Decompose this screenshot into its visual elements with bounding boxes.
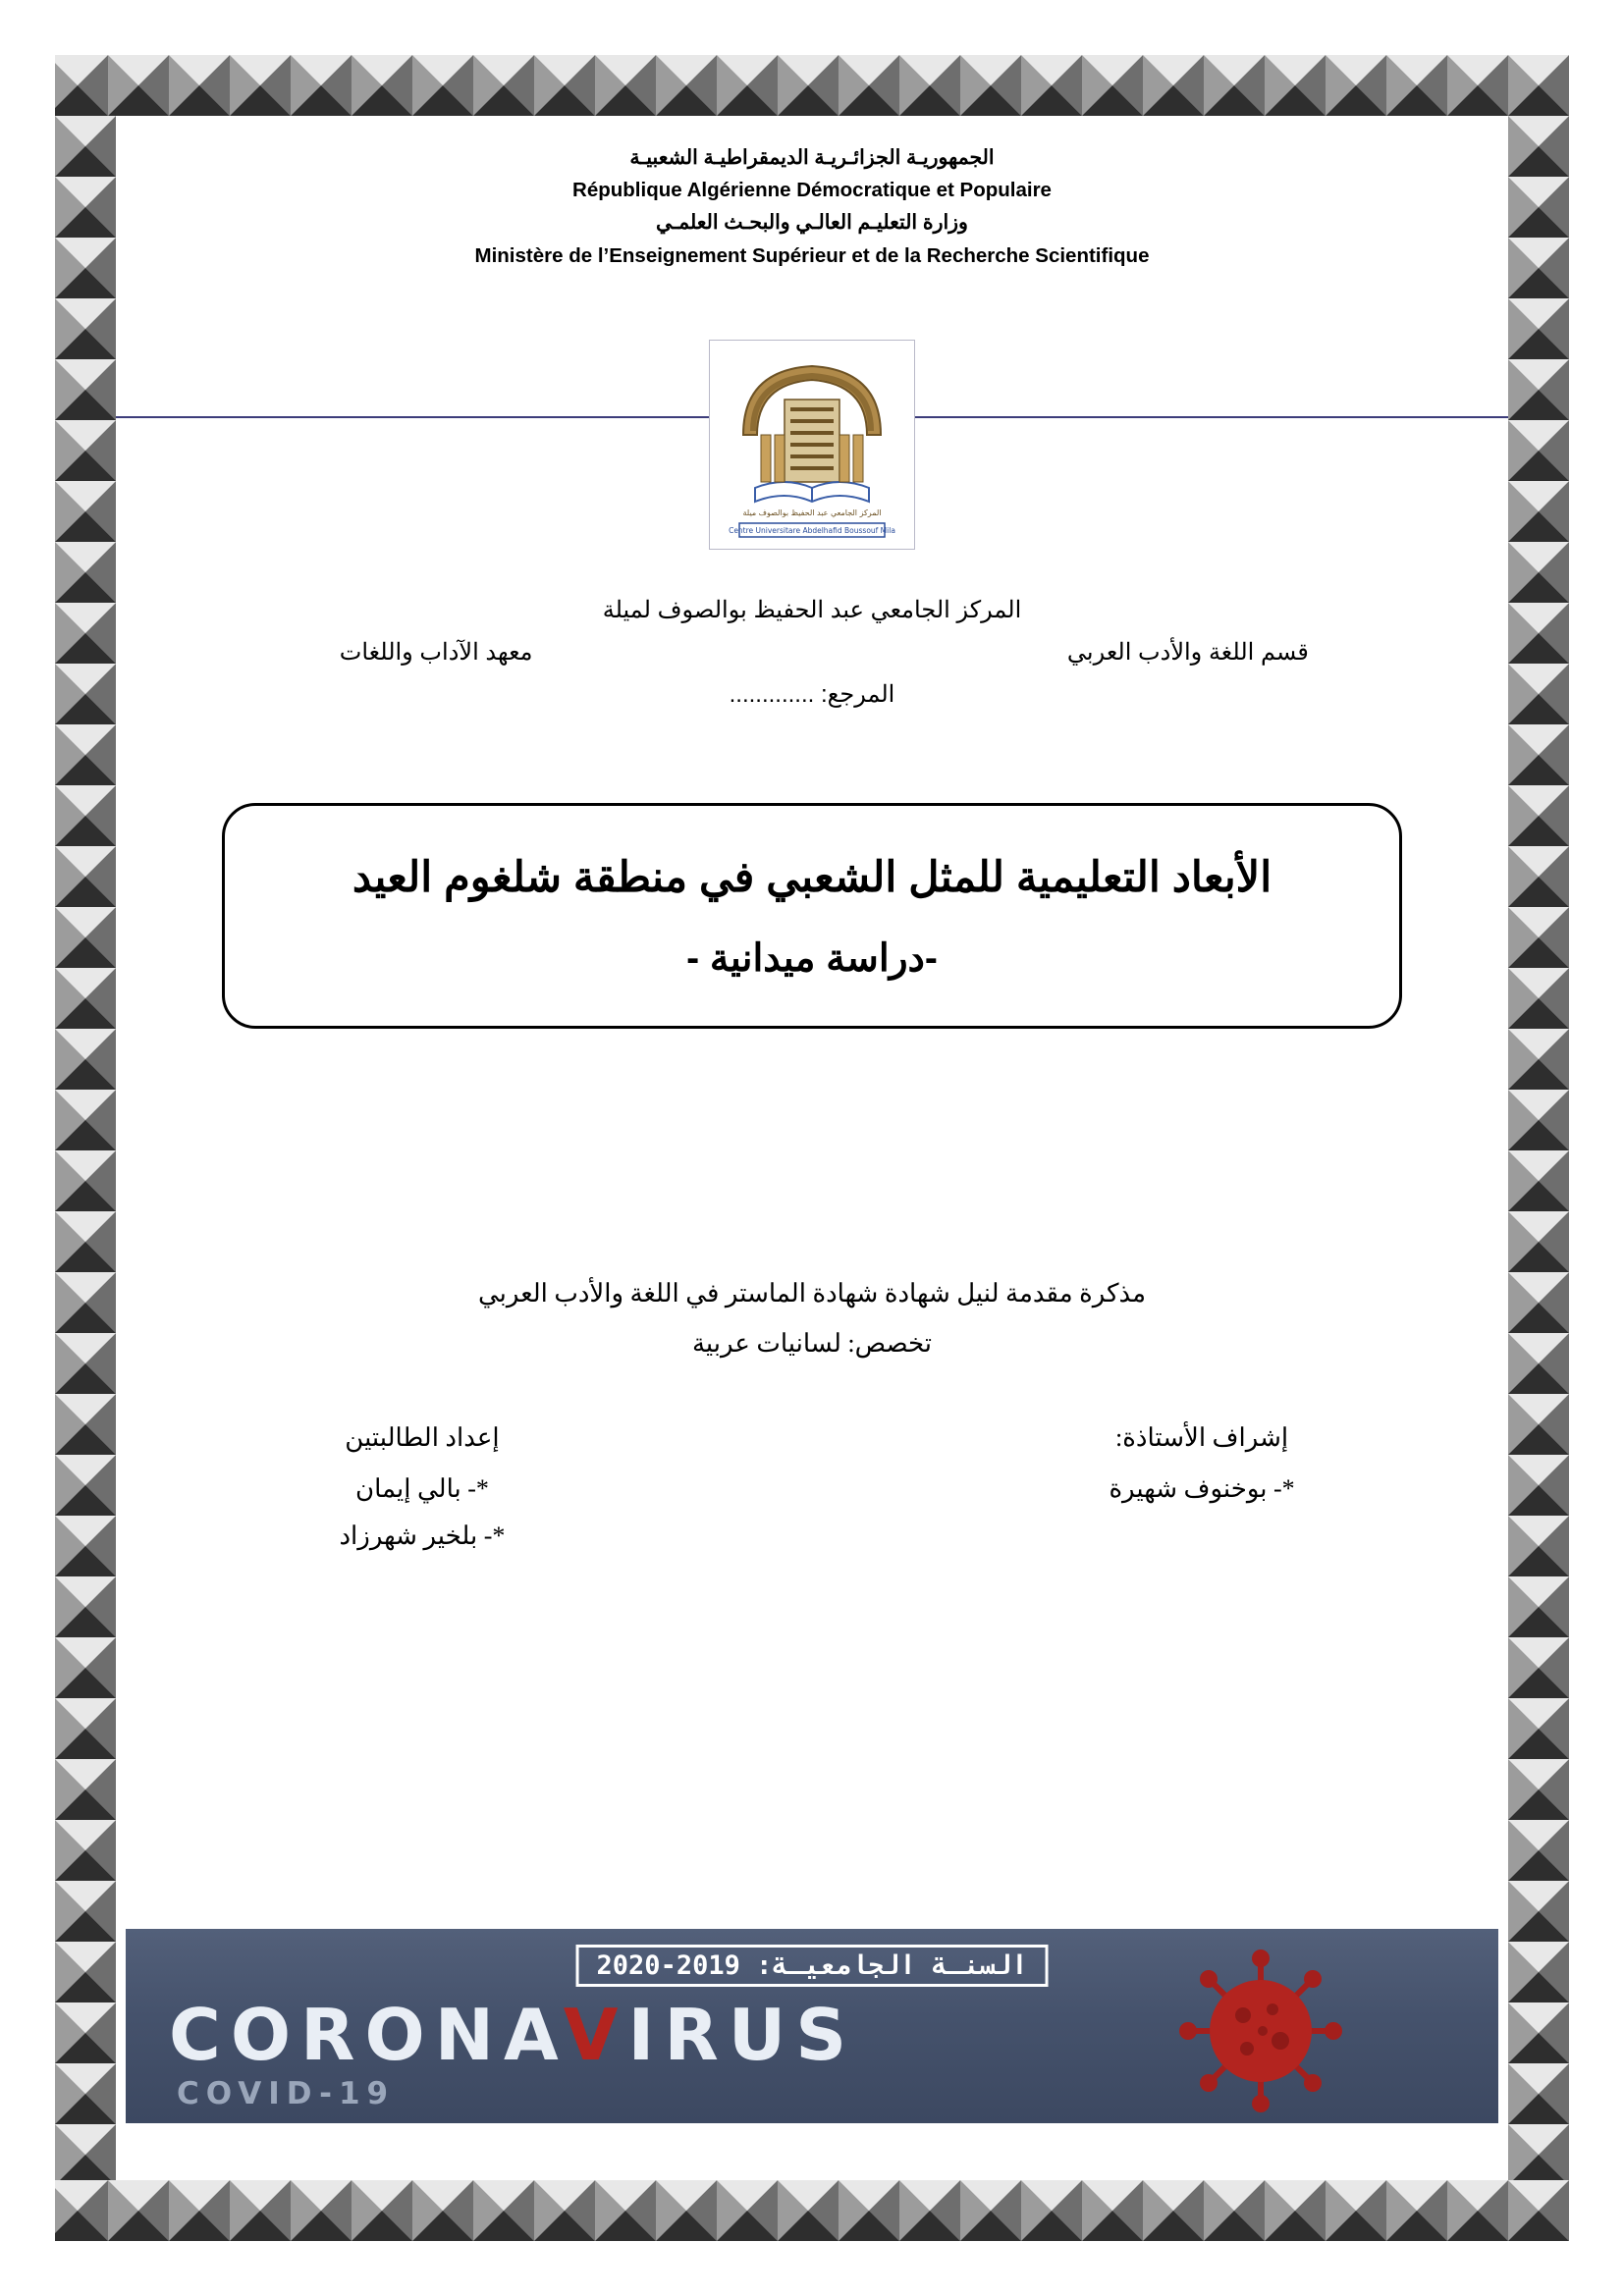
border-tile bbox=[1508, 724, 1569, 785]
border-tile bbox=[1508, 1150, 1569, 1211]
border-tile bbox=[55, 2180, 108, 2241]
svg-text:Centre Universitare Abdelhafid: Centre Universitare Abdelhafid Boussouf Mila bbox=[729, 526, 895, 535]
coronavirus-banner bbox=[126, 1929, 1498, 2123]
border-tile bbox=[1508, 1029, 1569, 1090]
border-tile bbox=[1386, 2180, 1447, 2241]
purpose-line-2: تخصص: لسانيات عربية bbox=[691, 1328, 933, 1358]
people-block bbox=[116, 1423, 1508, 1569]
header-line-republic-ar: الجمهوريـة الجزائـريـة الديمقراطيـة الشعبيـة bbox=[629, 146, 995, 169]
border-tile bbox=[55, 1394, 116, 1455]
border-tile bbox=[108, 55, 169, 116]
supervisor-heading: إشراف الأستاذة: bbox=[1115, 1423, 1289, 1452]
border-right bbox=[1508, 116, 1569, 2180]
border-tile bbox=[1021, 2180, 1082, 2241]
border-tile bbox=[1447, 55, 1508, 116]
border-tile bbox=[778, 2180, 839, 2241]
border-tile bbox=[55, 1150, 116, 1211]
student-name-1: *- بالي إيمان bbox=[354, 1474, 489, 1503]
thesis-title-box bbox=[222, 803, 1402, 1029]
border-tile bbox=[778, 55, 839, 116]
university-logo bbox=[709, 340, 915, 550]
border-tile bbox=[1508, 1881, 1569, 1942]
border-tile bbox=[1508, 603, 1569, 664]
institution-department: قسم اللغة والأدب العربي bbox=[1066, 639, 1309, 667]
border-tile bbox=[1508, 968, 1569, 1029]
border-tile bbox=[1447, 2180, 1508, 2241]
border-tile bbox=[839, 2180, 899, 2241]
border-tile bbox=[1143, 55, 1204, 116]
coronavirus-word-part2: IRUS bbox=[627, 1994, 857, 2076]
border-tile bbox=[534, 2180, 595, 2241]
border-tile bbox=[1508, 359, 1569, 420]
border-tile bbox=[595, 55, 656, 116]
page-content bbox=[116, 116, 1508, 2180]
border-tile bbox=[55, 1029, 116, 1090]
border-tile bbox=[55, 238, 116, 298]
purpose-line-1: مذكرة مقدمة لنيل شهادة شهادة الماستر في اللغة والأدب العربي bbox=[477, 1279, 1147, 1308]
border-tile bbox=[1508, 1516, 1569, 1576]
border-tile bbox=[960, 2180, 1021, 2241]
border-tile bbox=[1326, 55, 1386, 116]
border-tile bbox=[1265, 2180, 1326, 2241]
border-tile bbox=[55, 664, 116, 724]
border-tile bbox=[1508, 2180, 1569, 2241]
border-tile bbox=[55, 1942, 116, 2002]
border-tile bbox=[473, 2180, 534, 2241]
border-tile bbox=[55, 724, 116, 785]
border-tile bbox=[717, 2180, 778, 2241]
border-tile bbox=[473, 55, 534, 116]
border-left bbox=[55, 116, 116, 2180]
ministry-header bbox=[116, 116, 1508, 272]
border-tile bbox=[1508, 1576, 1569, 1637]
institution-row bbox=[116, 631, 1508, 673]
border-tile bbox=[291, 55, 352, 116]
border-tile bbox=[960, 55, 1021, 116]
border-tile bbox=[1508, 1759, 1569, 1820]
border-tile bbox=[1508, 238, 1569, 298]
border-tile bbox=[169, 55, 230, 116]
border-tile bbox=[230, 2180, 291, 2241]
border-tile bbox=[1508, 1333, 1569, 1394]
border-tile bbox=[1265, 55, 1326, 116]
border-tile bbox=[1204, 55, 1265, 116]
border-tile bbox=[55, 359, 116, 420]
border-tile bbox=[55, 1272, 116, 1333]
border-tile bbox=[55, 2063, 116, 2124]
border-tile bbox=[55, 907, 116, 968]
border-tile bbox=[1508, 55, 1569, 116]
border-tile bbox=[55, 1820, 116, 1881]
institution-center: المركز الجامعي عبد الحفيظ بوالصوف لميلة bbox=[602, 597, 1022, 623]
border-tile bbox=[55, 1698, 116, 1759]
thesis-title: الأبعاد التعليمية للمثل الشعبي في منطقة شلغوم العيد bbox=[352, 854, 1272, 901]
border-tile bbox=[1508, 1272, 1569, 1333]
border-tile bbox=[55, 1211, 116, 1272]
border-tile bbox=[1508, 420, 1569, 481]
border-tile bbox=[1508, 846, 1569, 907]
institution-institute: معهد الآداب واللغات bbox=[339, 639, 533, 667]
border-tile bbox=[1021, 55, 1082, 116]
border-tile bbox=[717, 55, 778, 116]
border-tile bbox=[412, 55, 473, 116]
thesis-subtitle: -دراسة ميدانية - bbox=[686, 936, 938, 980]
border-tile bbox=[169, 2180, 230, 2241]
students-column bbox=[116, 1423, 729, 1569]
border-tile bbox=[55, 2124, 116, 2180]
border-tile bbox=[656, 55, 717, 116]
border-tile bbox=[291, 2180, 352, 2241]
border-tile bbox=[55, 481, 116, 542]
border-tile bbox=[352, 2180, 412, 2241]
covid-label: COVID-19 bbox=[177, 2076, 396, 2111]
border-tile bbox=[1508, 1211, 1569, 1272]
border-tile bbox=[1508, 177, 1569, 238]
border-tile bbox=[108, 2180, 169, 2241]
thesis-purpose bbox=[116, 1269, 1508, 1368]
border-tile bbox=[55, 2002, 116, 2063]
border-tile bbox=[899, 2180, 960, 2241]
supervisor-column bbox=[895, 1423, 1508, 1569]
border-tile bbox=[55, 55, 108, 116]
border-tile bbox=[412, 2180, 473, 2241]
students-heading: إعداد الطالبتين bbox=[345, 1423, 500, 1452]
border-tile bbox=[1386, 55, 1447, 116]
border-tile bbox=[55, 1516, 116, 1576]
border-tile bbox=[55, 1576, 116, 1637]
border-tile bbox=[1508, 481, 1569, 542]
border-tile bbox=[230, 55, 291, 116]
border-bottom bbox=[55, 2180, 1569, 2241]
border-tile bbox=[1508, 2124, 1569, 2180]
border-tile bbox=[55, 298, 116, 359]
institution-info bbox=[116, 589, 1508, 717]
border-tile bbox=[55, 785, 116, 846]
svg-text:المركز الجامعي عبد الحفيظ بوال: المركز الجامعي عبد الحفيظ بوالصوف ميلة bbox=[742, 508, 882, 517]
border-top bbox=[55, 55, 1569, 116]
border-tile bbox=[1508, 664, 1569, 724]
border-tile bbox=[55, 1333, 116, 1394]
coronavirus-word-red: V bbox=[563, 1994, 628, 2076]
border-tile bbox=[55, 1881, 116, 1942]
border-tile bbox=[1508, 1698, 1569, 1759]
border-tile bbox=[1508, 907, 1569, 968]
supervisor-name-1: *- بوخنوف شهيرة bbox=[1109, 1474, 1295, 1503]
border-tile bbox=[1508, 1942, 1569, 2002]
university-logo-icon bbox=[710, 341, 914, 549]
border-tile bbox=[1082, 2180, 1143, 2241]
border-tile bbox=[1508, 2063, 1569, 2124]
border-tile bbox=[1508, 1394, 1569, 1455]
student-name-2: *- بلخير شهرزاد bbox=[339, 1522, 506, 1550]
border-tile bbox=[1204, 2180, 1265, 2241]
border-tile bbox=[1508, 298, 1569, 359]
border-tile bbox=[1508, 1820, 1569, 1881]
border-tile bbox=[55, 968, 116, 1029]
border-tile bbox=[1508, 1090, 1569, 1150]
border-tile bbox=[55, 846, 116, 907]
header-line-ministry-fr: Ministère de l’Enseignement Supérieur et de la Recherche Scientifique bbox=[474, 243, 1150, 267]
border-tile bbox=[1508, 2002, 1569, 2063]
border-tile bbox=[1508, 785, 1569, 846]
coronavirus-wordmark bbox=[169, 1994, 856, 2076]
header-line-ministry-ar: وزارة التعليـم العالـي والبحـث العلمـي bbox=[656, 211, 968, 235]
coronavirus-word-part1: CORONA bbox=[169, 1994, 564, 2076]
border-tile bbox=[55, 1759, 116, 1820]
border-tile bbox=[899, 55, 960, 116]
border-tile bbox=[1508, 1455, 1569, 1516]
border-tile bbox=[656, 2180, 717, 2241]
border-tile bbox=[55, 116, 116, 177]
virus-icon bbox=[1170, 1945, 1351, 2117]
border-tile bbox=[352, 55, 412, 116]
border-tile bbox=[55, 603, 116, 664]
header-line-republic-fr: République Algérienne Démocratique et Populaire bbox=[572, 179, 1052, 202]
institution-reference: المرجع: ............. bbox=[729, 681, 895, 709]
border-tile bbox=[1143, 2180, 1204, 2241]
border-tile bbox=[1508, 542, 1569, 603]
border-tile bbox=[1508, 1637, 1569, 1698]
border-tile bbox=[1326, 2180, 1386, 2241]
border-tile bbox=[55, 420, 116, 481]
border-tile bbox=[55, 1637, 116, 1698]
border-tile bbox=[55, 542, 116, 603]
border-tile bbox=[1508, 116, 1569, 177]
border-tile bbox=[55, 1455, 116, 1516]
border-tile bbox=[55, 177, 116, 238]
border-tile bbox=[534, 55, 595, 116]
border-tile bbox=[839, 55, 899, 116]
border-tile bbox=[1082, 55, 1143, 116]
academic-year-label: السنـة الجامعيـة: 2019-2020 bbox=[576, 1945, 1049, 1987]
border-tile bbox=[595, 2180, 656, 2241]
border-tile bbox=[55, 1090, 116, 1150]
